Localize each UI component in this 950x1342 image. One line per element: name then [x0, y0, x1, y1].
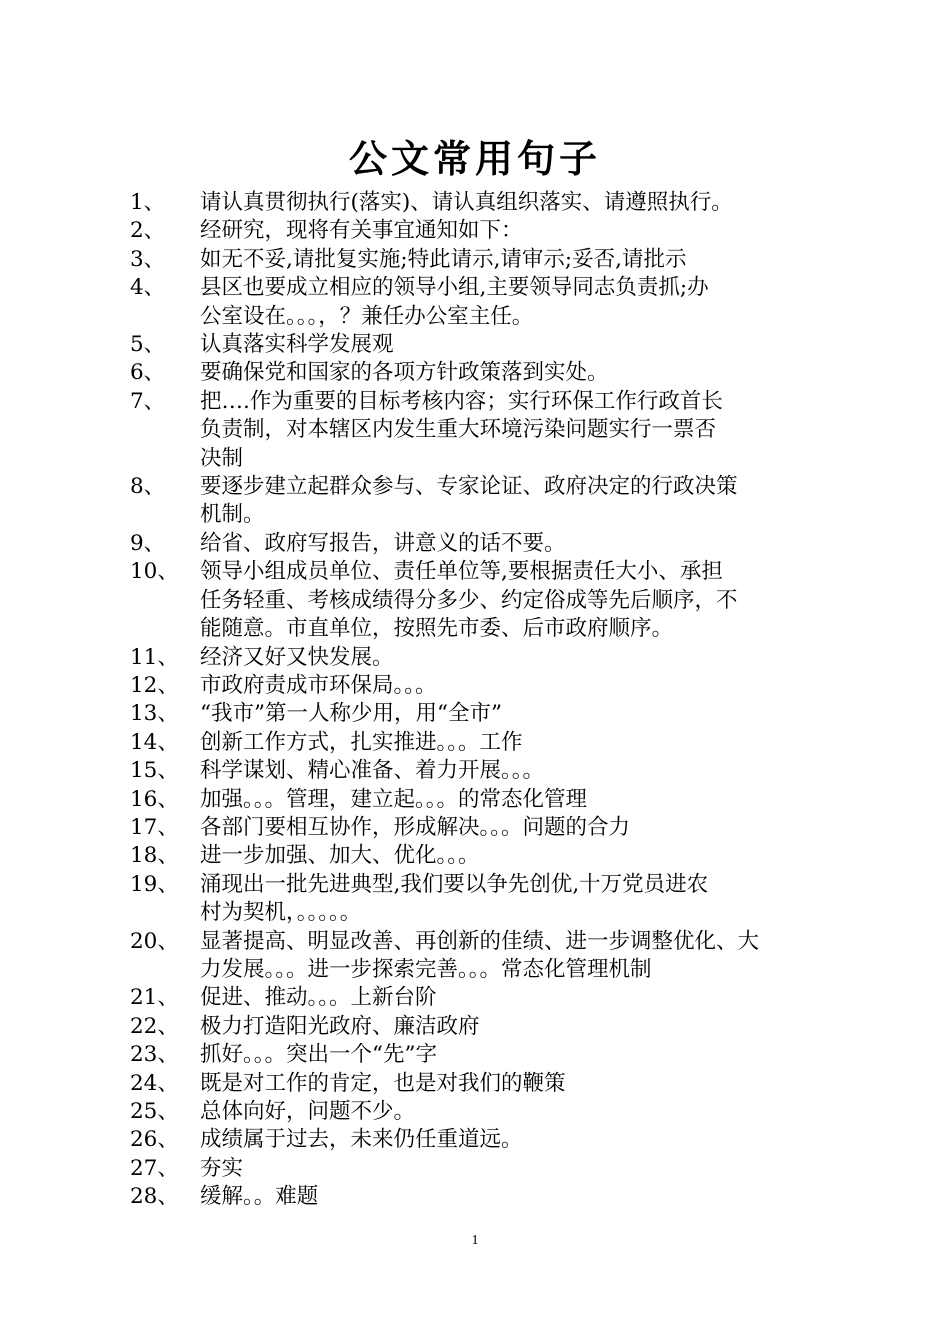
- item-text-line: 能随意。市直单位，按照先市委、后市政府顺序。: [200, 616, 674, 642]
- item-number: 5、: [130, 332, 166, 358]
- item-text-line: 经研究，现将有关事宜通知如下：: [200, 218, 523, 244]
- list-item: [130, 672, 830, 700]
- item-text: [200, 757, 830, 785]
- page-number: 1: [471, 1233, 479, 1248]
- item-text-line: 把….作为重要的目标考核内容；实行环保工作行政首长: [200, 388, 723, 414]
- item-text: [200, 729, 830, 757]
- list-item: [130, 984, 830, 1012]
- item-number: 11、: [130, 644, 179, 670]
- list-item: [130, 814, 830, 842]
- list-item: [130, 189, 830, 217]
- list-item: [130, 331, 830, 359]
- item-number: 13、: [130, 701, 179, 727]
- item-number: 16、: [130, 786, 179, 812]
- list-item: [130, 1013, 830, 1041]
- list-item: [130, 217, 830, 245]
- list-item: [130, 530, 830, 558]
- item-text-line: 认真落实科学发展观: [200, 332, 394, 358]
- item-text-line: 村为契机，。。。。。: [200, 900, 362, 926]
- item-text-line: 要逐步建立起群众参与、专家论证、政府决定的行政决策: [200, 474, 738, 500]
- item-text: [200, 1126, 830, 1154]
- item-text: [200, 1098, 830, 1126]
- item-text: [200, 558, 830, 643]
- item-text-line: 促进、推动。。。上新台阶: [200, 985, 437, 1011]
- item-text: [200, 1013, 830, 1041]
- item-text-line: 决制: [200, 445, 244, 471]
- item-number: 25、: [130, 1099, 179, 1124]
- item-number: 27、: [130, 1155, 179, 1181]
- list-item: [130, 1155, 830, 1183]
- item-text-line: 负责制，对本辖区内发生重大环境污染问题实行一票否: [200, 417, 717, 443]
- item-number: 24、: [130, 1070, 179, 1096]
- item-number: 15、: [130, 758, 179, 784]
- item-text: [200, 1183, 830, 1211]
- item-text-line: 经济又好又快发展。: [200, 644, 394, 670]
- item-text-line: 公室设在。。。，？兼任办公室主任。: [200, 303, 534, 329]
- item-text-line: 成绩属于过去，未来仍任重道远。: [200, 1127, 523, 1153]
- item-text: [200, 331, 830, 359]
- item-number: 7、: [130, 388, 166, 414]
- item-text-line: 缓解。。难题: [200, 1184, 319, 1210]
- item-text-line: 请认真贯彻执行(落实)、请认真组织落实、请遵照执行。: [200, 190, 733, 215]
- item-number: 17、: [130, 814, 179, 840]
- list-item: [130, 729, 830, 757]
- item-text-line: 领导小组成员单位、责任单位等,要根据责任大小、承担: [200, 559, 723, 585]
- item-text-line: 任务轻重、考核成绩得分多少、约定俗成等先后顺序，不: [200, 587, 738, 613]
- item-text-line: 县区也要成立相应的领导小组,主要领导同志负责抓;办: [200, 275, 709, 301]
- item-text: [200, 644, 830, 672]
- item-text-line: 市政府责成市环保局。。。: [200, 672, 437, 698]
- item-number: 8、: [130, 474, 166, 500]
- item-text: [200, 274, 830, 331]
- item-text-line: 创新工作方式，扎实推进。。。工作: [200, 729, 523, 755]
- list-item: [130, 644, 830, 672]
- list-item: [130, 757, 830, 785]
- item-text: [200, 1155, 830, 1183]
- item-text: [200, 1041, 830, 1069]
- item-text: [200, 871, 830, 928]
- item-text-line: 要确保党和国家的各项方针政策落到实处。: [200, 360, 609, 386]
- list-item: [130, 1070, 830, 1098]
- item-text-line: 夯实: [200, 1155, 244, 1181]
- item-number: 1、: [130, 190, 166, 215]
- list-item: [130, 842, 830, 870]
- item-text-line: 如无不妥,请批复实施;特此请示,请审示;妥否,请批示: [200, 246, 687, 272]
- item-text: [200, 473, 830, 530]
- list-item: [130, 928, 830, 985]
- item-number: 28、: [130, 1184, 179, 1210]
- item-text: [200, 217, 830, 245]
- item-number: 3、: [130, 246, 166, 272]
- sentence-list: [130, 189, 830, 1212]
- list-item: [130, 359, 830, 387]
- item-number: 6、: [130, 360, 166, 386]
- item-text-line: 机制。: [200, 502, 265, 528]
- item-number: 10、: [130, 559, 179, 585]
- item-text: [200, 189, 830, 217]
- item-text-line: 各部门要相互协作，形成解决。。。问题的合力: [200, 814, 631, 840]
- list-item: [130, 700, 830, 728]
- item-number: 23、: [130, 1042, 179, 1068]
- item-number: 26、: [130, 1127, 179, 1153]
- item-number: 20、: [130, 928, 179, 954]
- item-text-line: 极力打造阳光政府、廉洁政府: [200, 1013, 480, 1039]
- item-text-line: 涌现出一批先进典型,我们要以争先创优,十万党员进农: [200, 871, 709, 897]
- item-text: [200, 530, 830, 558]
- item-text: [200, 388, 830, 473]
- list-item: [130, 786, 830, 814]
- item-number: 18、: [130, 843, 179, 869]
- item-number: 19、: [130, 871, 179, 897]
- item-text: [200, 672, 830, 700]
- item-number: 12、: [130, 672, 179, 698]
- list-item: [130, 473, 830, 530]
- item-text-line: 进一步加强、加大、优化。。。: [200, 843, 480, 869]
- item-text-line: 加强。。。管理，建立起。。。的常态化管理: [200, 786, 588, 812]
- item-text: [200, 928, 830, 985]
- list-item: [130, 871, 830, 928]
- item-number: 9、: [130, 530, 166, 556]
- item-text-line: “我市”第一人称少用，用“全市”: [200, 701, 502, 727]
- item-text-line: 总体向好，问题不少。: [200, 1099, 416, 1124]
- item-number: 22、: [130, 1013, 179, 1039]
- list-item: [130, 246, 830, 274]
- item-text-line: 既是对工作的肯定，也是对我们的鞭策: [200, 1070, 566, 1096]
- list-item: [130, 1041, 830, 1069]
- item-text-line: 力发展。。。进一步探索完善。。。常态化管理机制: [200, 956, 652, 982]
- list-item: [130, 388, 830, 473]
- list-item: [130, 1126, 830, 1154]
- list-item: [130, 558, 830, 643]
- item-text-line: 给省、政府写报告，讲意义的话不要。: [200, 530, 566, 556]
- page-title: 公文常用句子: [348, 137, 601, 181]
- item-text: [200, 842, 830, 870]
- item-text: [200, 246, 830, 274]
- item-number: 14、: [130, 729, 179, 755]
- item-text: [200, 1070, 830, 1098]
- item-text: [200, 786, 830, 814]
- item-text-line: 科学谋划、精心准备、着力开展。。。: [200, 758, 545, 784]
- item-text: [200, 814, 830, 842]
- item-text: [200, 984, 830, 1012]
- item-text: [200, 359, 830, 387]
- item-text-line: 显著提高、明显改善、再创新的佳绩、进一步调整优化、大: [200, 928, 760, 954]
- list-item: [130, 1098, 830, 1126]
- item-number: 2、: [130, 218, 166, 244]
- item-text-line: 抓好。。。突出一个“先”字: [200, 1042, 437, 1068]
- list-item: [130, 274, 830, 331]
- item-text: [200, 700, 830, 728]
- item-number: 21、: [130, 985, 179, 1011]
- item-number: 4、: [130, 275, 166, 301]
- list-item: [130, 1183, 830, 1211]
